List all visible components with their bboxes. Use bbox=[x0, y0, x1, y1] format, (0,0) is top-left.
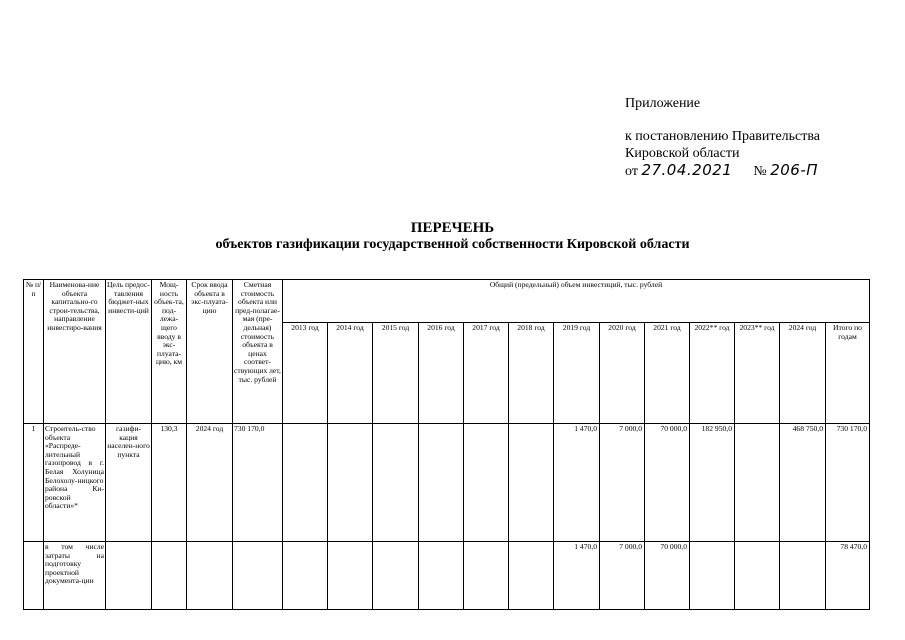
appendix-block bbox=[625, 95, 820, 180]
row-value: 70 000,0 bbox=[645, 542, 690, 610]
row-total: 730 170,0 bbox=[826, 424, 870, 542]
header-investment: Общий (предельный) объем инвестиций, тыс. рублей bbox=[283, 280, 870, 323]
appendix-region: Кировской области bbox=[625, 146, 740, 161]
row-total: 78 470,0 bbox=[826, 542, 870, 610]
table-row bbox=[24, 424, 870, 542]
header-year: 2013 год bbox=[283, 323, 328, 424]
row-value bbox=[419, 542, 464, 610]
row-term bbox=[187, 542, 233, 610]
row-object-name: в том числе затраты на подготовку проектной документа-ции bbox=[44, 542, 106, 610]
investment-table bbox=[23, 279, 870, 610]
number-prefix: № bbox=[753, 164, 767, 179]
row-value bbox=[509, 424, 554, 542]
appendix-date-line bbox=[625, 162, 820, 180]
row-value: 7 000,0 bbox=[600, 424, 645, 542]
row-value bbox=[419, 424, 464, 542]
appendix-label: Приложение bbox=[625, 96, 701, 111]
row-value bbox=[464, 424, 509, 542]
row-value bbox=[735, 424, 780, 542]
header-goal: Цель предос-тавления бюджет-ных инвести-ций bbox=[106, 280, 152, 424]
document-subtitle: объектов газификации государственной собственности Кировской области bbox=[215, 237, 690, 252]
header-total: Итого по годам bbox=[826, 323, 870, 424]
row-value bbox=[690, 542, 735, 610]
row-value: 70 000,0 bbox=[645, 424, 690, 542]
header-year: 2024 год bbox=[780, 323, 826, 424]
row-value bbox=[283, 542, 328, 610]
row-value bbox=[464, 542, 509, 610]
header-year: 2021 год bbox=[645, 323, 690, 424]
row-goal: газифи-кация населен-ного пункта bbox=[106, 424, 152, 542]
row-value: 1 470,0 bbox=[554, 542, 600, 610]
header-capacity: Мощ-ность объек-та, под-лежа-щего вводу в экс-плуата-цию, км bbox=[152, 280, 187, 424]
row-goal bbox=[106, 542, 152, 610]
header-row bbox=[24, 280, 870, 323]
appendix-resolution: к постановлению Правительства bbox=[625, 129, 821, 144]
header-year: 2015 год bbox=[373, 323, 419, 424]
row-value bbox=[373, 542, 419, 610]
document-title: ПЕРЕЧЕНЬ bbox=[410, 220, 495, 236]
row-capacity: 130,3 bbox=[152, 424, 187, 542]
header-year: 2014 год bbox=[328, 323, 373, 424]
header-term: Срок ввода объекта в экс-плуата-цию bbox=[187, 280, 233, 424]
row-value bbox=[373, 424, 419, 542]
row-cost: 730 170,0 bbox=[233, 424, 283, 542]
date-prefix: от bbox=[625, 164, 638, 179]
row-value bbox=[735, 542, 780, 610]
row-num: 1 bbox=[24, 424, 44, 542]
row-cost bbox=[233, 542, 283, 610]
row-value bbox=[283, 424, 328, 542]
number-value: 206-П bbox=[770, 161, 819, 179]
row-value bbox=[509, 542, 554, 610]
row-num bbox=[24, 542, 44, 610]
table-row bbox=[24, 542, 870, 610]
header-year: 2020 год bbox=[600, 323, 645, 424]
header-year: 2023** год bbox=[735, 323, 780, 424]
row-value: 182 950,0 bbox=[690, 424, 735, 542]
row-object-name: Строитель-ство объекта «Распреде-лительный газопровод в г. Белая Холуница Белохолу-ницкого района Ки-ровской области»* bbox=[44, 424, 106, 542]
header-name: Наименова-ние объекта капитально-го строи-тельства, направление инвестиро-вания bbox=[44, 280, 106, 424]
row-value: 1 470,0 bbox=[554, 424, 600, 542]
header-year: 2017 год bbox=[464, 323, 509, 424]
row-value bbox=[780, 542, 826, 610]
row-value: 7 000,0 bbox=[600, 542, 645, 610]
date-value: 27.04.2021 bbox=[641, 161, 733, 179]
row-value bbox=[328, 424, 373, 542]
header-year: 2016 год bbox=[419, 323, 464, 424]
row-value: 468 750,0 bbox=[780, 424, 826, 542]
header-year: 2018 год bbox=[509, 323, 554, 424]
header-num: № п/п bbox=[24, 280, 44, 424]
header-year: 2022** год bbox=[690, 323, 735, 424]
header-cost: Сметная стоимость объекта или пред-полагае-мая (пре-дельная) стоимость объекта в ценах соответ-ствующих лет, тыс. рублей bbox=[233, 280, 283, 424]
header-year: 2019 год bbox=[554, 323, 600, 424]
row-capacity bbox=[152, 542, 187, 610]
row-term: 2024 год bbox=[187, 424, 233, 542]
row-value bbox=[328, 542, 373, 610]
